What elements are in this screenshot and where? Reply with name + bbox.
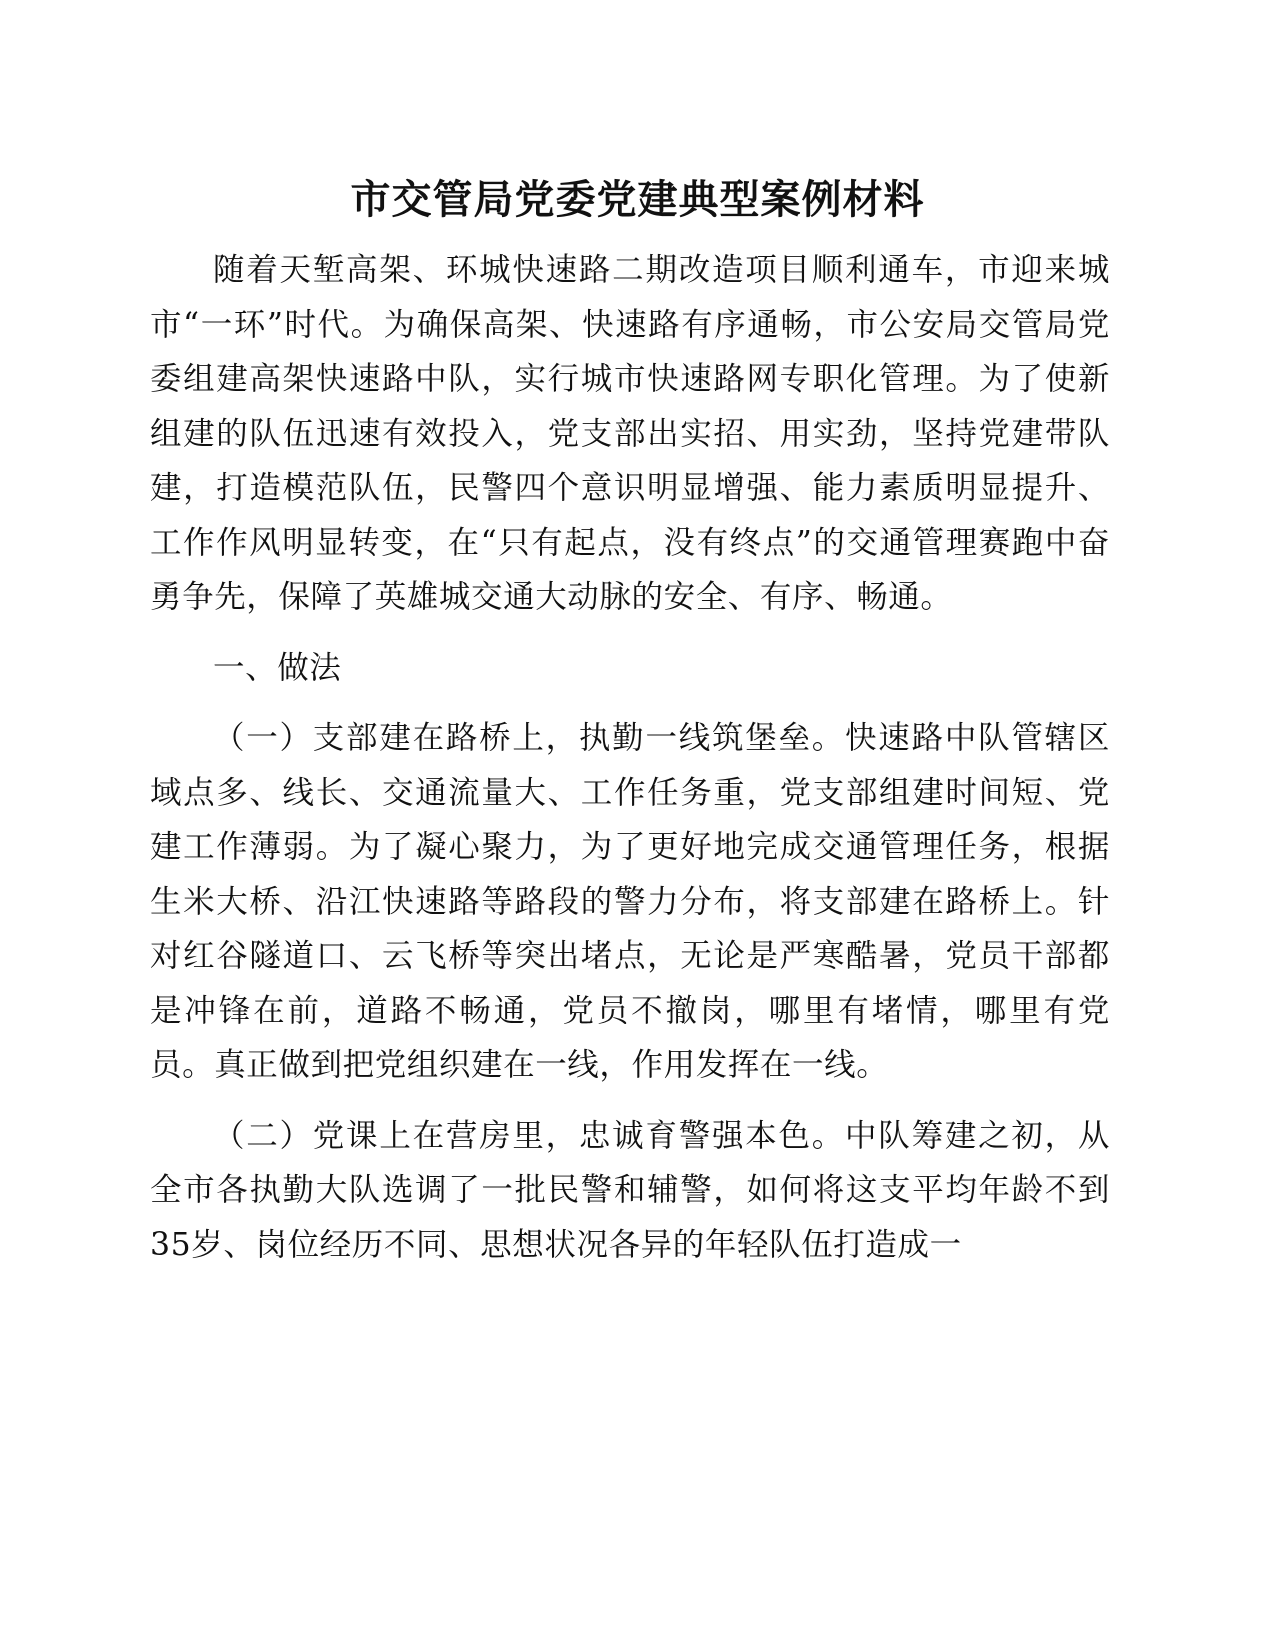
method-paragraph-1: （一）支部建在路桥上，执勤一线筑堡垒。快速路中队管辖区域点多、线长、交通流量大、工作任务重，党支部组建时间短、党建工作薄弱。为了凝心聚力，为了更好地完成交通管理任务，根据生米大桥、沿江快速路等路段的警力分布，将支部建在路桥上。针对红谷隧道口、云飞桥等突出堵点，无论是严寒酷暑，党员干部都是冲锋在前，道路不畅通，党员不撤岗，哪里有堵情，哪里有党员。真正做到把党组织建在一线，作用发挥在一线。 <box>150 720 1110 1083</box>
section-heading: 一、做法 <box>213 649 342 686</box>
document-body <box>150 243 1110 1288</box>
document-title: 市交管局党委党建典型案例材料 <box>350 177 925 223</box>
method-paragraph-2: （二）党课上在营房里，忠诚育警强本色。中队筹建之初，从全市各执勤大队选调了一批民警和辅警，如何将这支平均年龄不到35岁、岗位经历不同、思想状况各异的年轻队伍打造成一 <box>150 1117 1110 1263</box>
intro-paragraph: 随着天堑高架、环城快速路二期改造项目顺利通车，市迎来城市“一环”时代。为确保高架、快速路有序通畅，市公安局交管局党委组建高架快速路中队，实行城市快速路网专职化管理。为了使新组建的队伍迅速有效投入，党支部出实招、用实劲，坚持党建带队建，打造模范队伍，民警四个意识明显增强、能力素质明显提升、工作作风明显转变，在“只有起点，没有终点”的交通管理赛跑中奋勇争先，保障了英雄城交通大动脉的安全、有序、畅通。 <box>150 252 1110 615</box>
